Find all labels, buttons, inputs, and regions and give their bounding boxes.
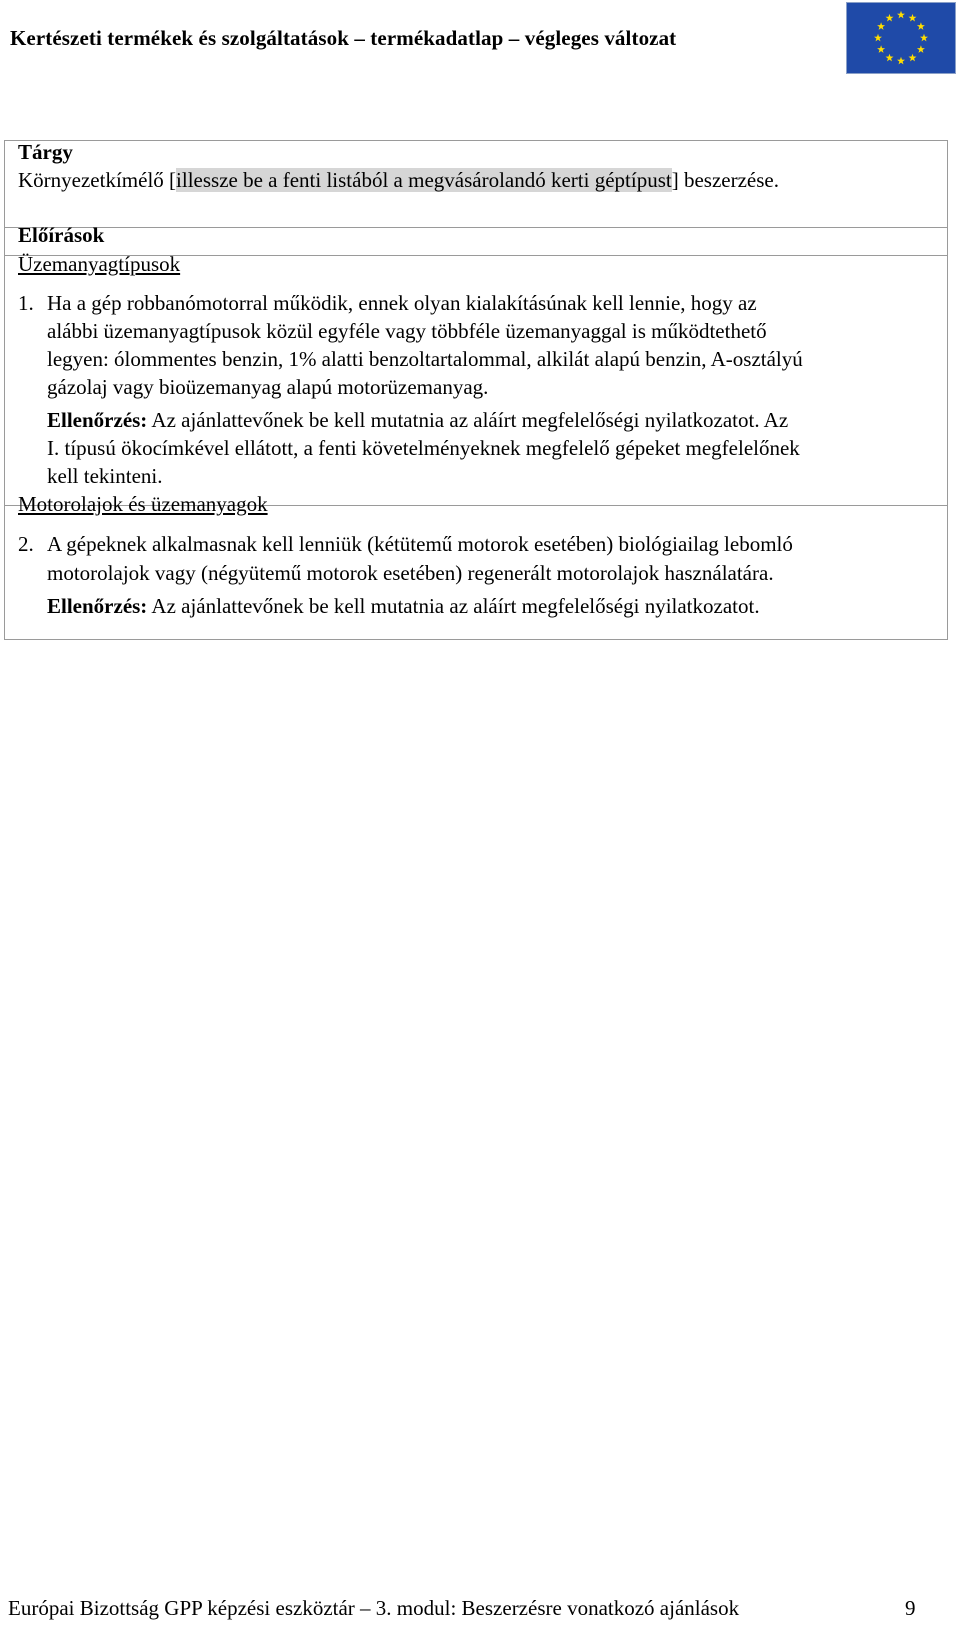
item2-verify-label: Ellenőrzés: xyxy=(47,594,148,618)
item1-line4: gázolaj vagy bioüzemanyag alapú motorüzemanyag. xyxy=(47,375,489,399)
item2-verify xyxy=(47,592,760,620)
subject-text xyxy=(18,166,779,194)
item2-verify-text: Az ajánlattevőnek be kell mutatnia az aláírt megfelelőségi nyilatkozatot. xyxy=(147,594,760,618)
document-header-title: Kertészeti termékek és szolgáltatások – termékadatlap – végleges változat xyxy=(10,26,677,50)
page-footer: Európai Bizottság GPP képzési eszköztár – 3. modul: Beszerzésre vonatkozó ajánlások xyxy=(8,1596,740,1620)
item1-line2: alábbi üzemanyagtípusok közül egyféle vagy többféle üzemanyaggal is működtethető xyxy=(47,319,767,343)
item1-line1: Ha a gép robbanómotorral működik, ennek olyan kialakításúnak kell lennie, hogy az xyxy=(47,291,757,315)
item1-verify-line2: I. típusú ökocímkével ellátott, a fenti követelményeknek megfelelő gépeket megfelelőnek xyxy=(47,436,800,460)
page-number: 9 xyxy=(905,1596,916,1620)
subject-text-after: ] beszerzése. xyxy=(671,168,779,192)
item1-verify-label: Ellenőrzés: xyxy=(47,408,148,432)
section-fuel-types-title: Üzemanyagtípusok xyxy=(18,252,181,276)
item2-line1: A gépeknek alkalmasnak kell lenniük (kétütemű motorok esetében) biológiailag lebomló xyxy=(47,532,793,556)
subject-text-before: Környezetkímélő [ xyxy=(18,168,177,192)
eu-flag-icon xyxy=(847,3,955,73)
item1-verify-line3: kell tekinteni. xyxy=(47,464,163,488)
eu-flag-logo xyxy=(846,2,956,74)
item2-number: 2. xyxy=(18,532,34,556)
section-motor-oils-title: Motorolajok és üzemanyagok xyxy=(18,492,268,516)
item1-verify-line1 xyxy=(47,406,788,434)
item1-number: 1. xyxy=(18,291,34,315)
requirements-heading: Előírások xyxy=(18,223,105,247)
item2-line2: motorolajok vagy (négyütemű motorok esetében) regenerált motorolajok használatára. xyxy=(47,561,774,585)
item1-line3: legyen: ólommentes benzin, 1% alatti benzoltartalommal, alkilát alapú benzin, A-osztályú xyxy=(47,347,803,371)
subject-heading: Tárgy xyxy=(18,140,73,164)
subject-placeholder-highlight[interactable]: illessze be a fenti listából a megvásárolandó kerti géptípust xyxy=(176,168,672,192)
item1-verify-text1: Az ajánlattevőnek be kell mutatnia az aláírt megfelelőségi nyilatkozatot. Az xyxy=(147,408,789,432)
